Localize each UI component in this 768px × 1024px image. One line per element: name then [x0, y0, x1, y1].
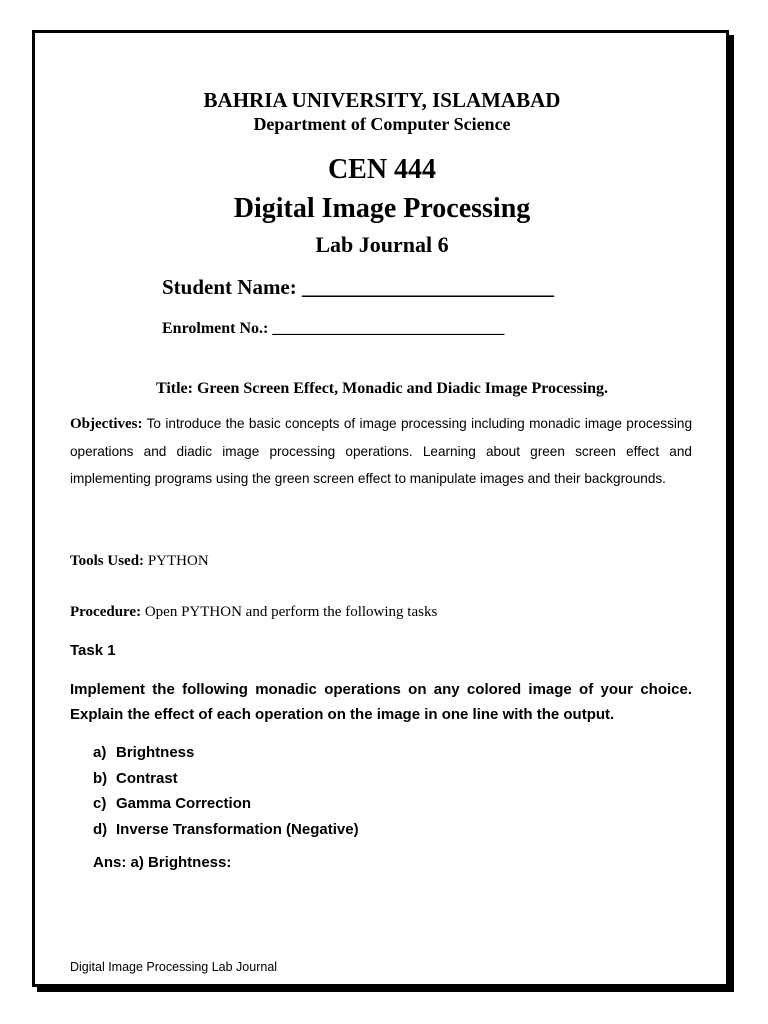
- answer-heading: Ans: a) Brightness:: [93, 854, 232, 871]
- tools-value: PYTHON: [147, 553, 209, 569]
- operation-label: Brightness: [116, 744, 195, 761]
- objectives-label: Objectives:: [70, 416, 143, 432]
- course-title: Digital Image Processing: [233, 193, 531, 224]
- department-name: Department of Computer Science: [253, 114, 511, 134]
- enrolment-field: Enrolment No.: _____________________________: [162, 320, 505, 337]
- operation-label: Inverse Transformation (Negative): [116, 820, 359, 838]
- list-marker: c): [93, 795, 107, 812]
- list-item: [93, 817, 359, 843]
- tools-used: [70, 553, 209, 570]
- operations-list: [93, 740, 359, 842]
- page-footer: Digital Image Processing Lab Journal: [70, 960, 278, 974]
- lab-journal-number: Lab Journal 6: [315, 232, 449, 257]
- procedure-label: Procedure:: [70, 604, 142, 620]
- list-marker: b): [93, 769, 108, 787]
- operation-label: Gamma Correction: [116, 795, 252, 812]
- list-marker: d): [93, 820, 108, 838]
- student-name-field: Student Name: ________________________: [162, 275, 554, 299]
- objectives-text: To introduce the basic concepts of image processing including monadic image processing operations and diadic image processing operations. Learning about green screen effect and implementing programs using the green screen effect to manipulate images and their backgrounds.: [70, 416, 693, 486]
- objectives-paragraph: [70, 410, 692, 492]
- lab-title: Title: Green Screen Effect, Monadic and Diadic Image Processing.: [155, 380, 609, 397]
- procedure-text: Open PYTHON and perform the following tasks: [144, 604, 438, 620]
- tools-label: Tools Used:: [70, 553, 145, 569]
- course-code: CEN 444: [327, 154, 437, 185]
- list-item: [93, 740, 359, 766]
- task-description: Implement the following monadic operations on any colored image of your choice. Explain the effect of each operation on the image in one line with the output.: [70, 681, 692, 723]
- operation-label: Contrast: [116, 769, 178, 787]
- list-item: [93, 766, 359, 792]
- procedure: [70, 604, 437, 621]
- list-marker: a): [93, 744, 107, 761]
- university-name: BAHRIA UNIVERSITY, ISLAMABAD: [203, 88, 561, 112]
- list-item: [93, 791, 359, 817]
- task-heading: Task 1: [70, 642, 116, 659]
